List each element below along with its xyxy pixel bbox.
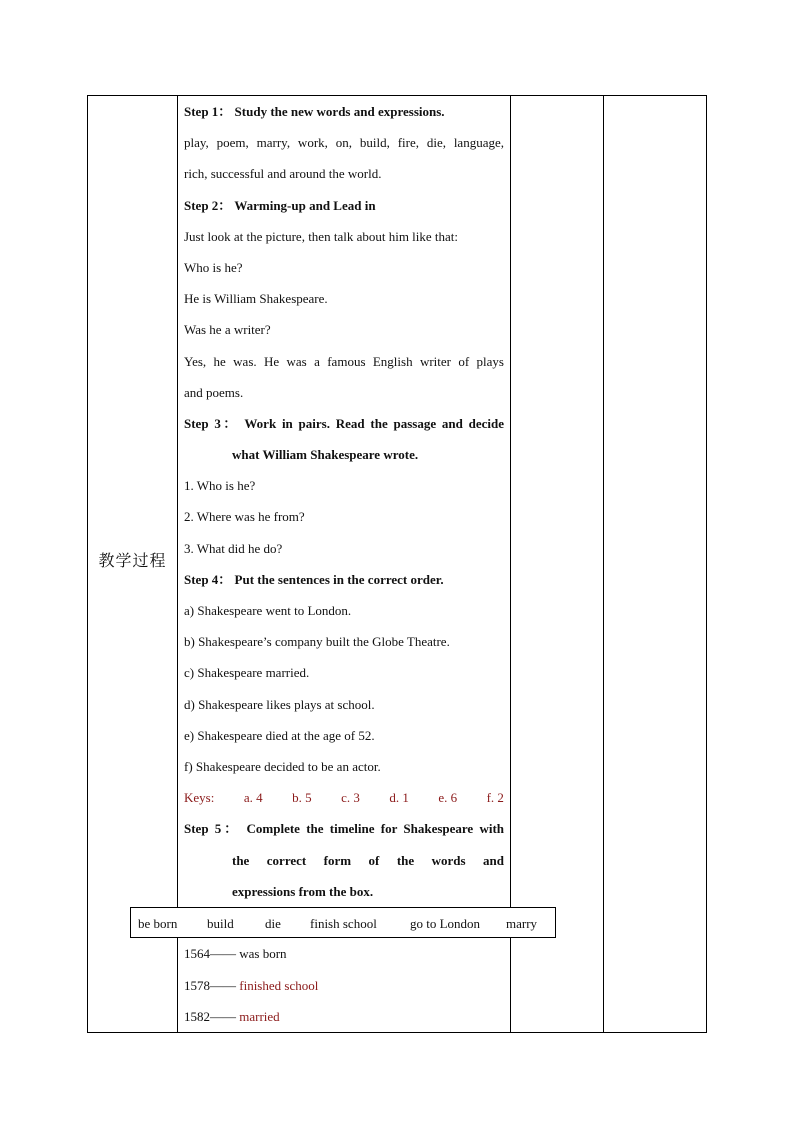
key-item: e. 6 <box>438 790 458 806</box>
word-box-item: be born <box>138 916 178 931</box>
content-line: rich, successful and around the world. <box>184 166 382 182</box>
content-line: Just look at the picture, then talk about him like that: <box>184 228 459 244</box>
word-box-item: build <box>207 916 234 931</box>
timeline-answer: finished school <box>239 978 319 993</box>
step5-line-3: expressions from the box. <box>232 883 374 899</box>
content-line: a) Shakespeare went to London. <box>184 603 352 618</box>
content-line: d) Shakespeare likes plays at school. <box>184 696 375 712</box>
word-box-item: marry <box>506 916 538 931</box>
answer-keys <box>184 784 504 815</box>
timeline-row <box>184 1009 280 1025</box>
table-col-divider-2 <box>510 95 511 1033</box>
content-line: He is William Shakespeare. <box>184 291 328 307</box>
timeline-row <box>184 946 287 962</box>
table-bottom-border <box>87 1032 707 1033</box>
table-top-border <box>87 95 707 96</box>
lesson-lines <box>184 98 504 784</box>
content-line: e) Shakespeare died at the age of 52. <box>184 727 375 743</box>
content-line: b) Shakespeare’s company built the Globe Theatre. <box>184 634 450 650</box>
content-line: and poems. <box>184 384 244 400</box>
content-line: Was he a writer? <box>184 322 271 338</box>
content-line: 1. Who is he? <box>184 478 256 494</box>
step5-heading: Step 5： Complete the timeline for Shakespeare with <box>184 821 504 837</box>
content-line: c) Shakespeare married. <box>184 665 310 681</box>
content-line: f) Shakespeare decided to be an actor. <box>184 758 381 774</box>
step5-line-2: the correct form of the words and <box>232 852 504 868</box>
timeline-year: 1578—— <box>184 978 240 993</box>
content-line: Yes, he was. He was a famous English writer of plays <box>184 353 504 369</box>
key-item: f. 2 <box>486 790 504 806</box>
content-line: Who is he? <box>184 259 243 275</box>
timeline-row <box>184 978 318 994</box>
timeline-answer: was born <box>239 946 287 961</box>
word-box-item: die <box>265 916 281 931</box>
key-item: a. 4 <box>243 790 263 806</box>
lesson-content <box>184 98 504 909</box>
timeline-year: 1582—— <box>184 1009 240 1024</box>
keys-label: Keys: <box>184 790 215 806</box>
word-box-item: go to London <box>410 916 481 931</box>
section-label: 教学过程 <box>98 551 167 570</box>
table-col-divider-1 <box>177 95 178 1033</box>
key-item: b. 5 <box>292 790 312 806</box>
content-line: play, poem, marry, work, on, build, fire, die, language, <box>184 135 504 151</box>
step-heading: what William Shakespeare wrote. <box>232 447 419 463</box>
table-right-border <box>706 95 707 1033</box>
timeline-year: 1564—— <box>184 946 240 961</box>
content-line: 2. Where was he from? <box>184 509 305 525</box>
timeline-answer: married <box>239 1009 280 1024</box>
step-heading: Step 1： Study the new words and expressions. <box>184 104 445 119</box>
step-heading: Step 4： Put the sentences in the correct order. <box>184 571 444 587</box>
step-heading: Step 2： Warming-up and Lead in <box>184 197 376 213</box>
word-box-item: finish school <box>310 916 377 931</box>
step-heading: Step 3： Work in pairs. Read the passage and decide <box>184 415 504 431</box>
content-line: 3. What did he do? <box>184 540 283 556</box>
key-item: c. 3 <box>341 790 360 806</box>
table-col-divider-3 <box>603 95 604 1033</box>
word-box <box>130 907 556 938</box>
key-item: d. 1 <box>389 790 409 806</box>
